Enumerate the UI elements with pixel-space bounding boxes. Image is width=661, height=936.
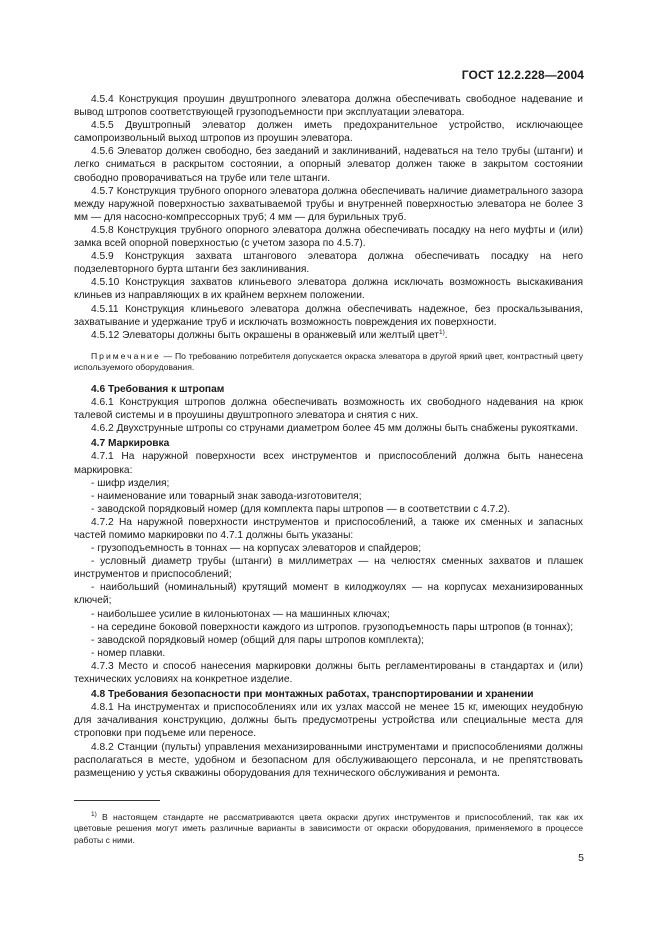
paragraph-4-8-1: 4.8.1 На инструментах и приспособлениях или их узлах массой не менее 15 кг, имеющих неудобную для зачаливания конструкцию, должны быть предусмотрены устройства или специальные места для строповки при подъеме или переносе. (74, 702, 583, 740)
paragraph-4-7-1: 4.7.1 На наружной поверхности всех инструментов и приспособлений должна быть нанесена маркировка: (74, 451, 583, 476)
note-label: Примечание (91, 350, 161, 361)
paragraph-4-5-4: 4.5.4 Конструкция проушин двуштропного элеватора должна обеспечивать свободное надевание и вывод штропов соответствующей грузоподъемности при эксплуатации элеватора. (74, 94, 583, 119)
note (74, 351, 583, 374)
note-text: — По требованию потребителя допускается окраска элеватора в другой яркий цвет, контрастный цвету используемого оборудования. (74, 350, 583, 373)
list-item: - условный диаметр трубы (штанги) в миллиметрах — на челюстях сменных захватов и плашек инструментов и приспособлений; (74, 556, 583, 581)
list-item: - на середине боковой поверхности каждого из штропов. грузоподъемность пары штропов (в тоннах); (91, 621, 574, 633)
page-number: 5 (578, 852, 584, 864)
footnote (74, 812, 583, 847)
paragraph-4-7-2: 4.7.2 На наружной поверхности инструментов и приспособлений, а также их сменных и запасных частей помимо маркировки по 4.7.1 должны быть указаны: (74, 516, 583, 541)
footnote-ref: 1) (438, 328, 445, 336)
list-item: - заводской порядковый номер (для комплекта пары штропов — в соответствии с 4.7.2). (91, 503, 511, 515)
list-item: - грузоподъемность в тоннах — на корпусах элеваторов и спайдеров; (91, 543, 422, 555)
paragraph-4-5-8: 4.5.8 Конструкция трубного опорного элеватора должна обеспечивать посадку на него муфты и (или) замка всей опорной поверхностью (с учетом зазора по 4.5.7). (74, 224, 583, 250)
paragraph-4-6-2: 4.6.2 Двухструнные штропы со струнами диаметром более 45 мм должны быть снабжены рукоятками. (91, 423, 578, 435)
heading-4-7: 4.7 Маркировка (91, 438, 170, 450)
document-header: ГОСТ 12.2.228—2004 (461, 68, 584, 82)
paragraph-4-7-3: 4.7.3 Место и способ нанесения маркировки должны быть регламентированы в стандартах и (или) технических условиях на конкретное изделие. (74, 660, 583, 686)
list-item: - шифр изделия; (91, 477, 170, 489)
footnote-divider (74, 800, 160, 801)
list-item: - наибольшее усилие в килоньютонах — на машинных ключах; (91, 608, 390, 620)
paragraph-4-5-5: 4.5.5 Двуштропный элеватор должен иметь предохранительное устройство, исключающее самопроизвольный выход штропов из проушин элеватора. (74, 120, 583, 145)
paragraph-4-5-11: 4.5.11 Конструкция клиньевого элеватора должна обеспечивать надежное, без проскальзывания, захватывание и удержание труб и исключать возможность повреждения их поверхности. (74, 303, 583, 328)
list-item: - наименование или товарный знак завода-изготовителя; (91, 490, 362, 502)
list-item: - заводской порядковый номер (общий для пары штропов комплекта); (91, 634, 424, 646)
paragraph-4-5-12-end: . (444, 329, 448, 341)
list-item: - номер плавки. (91, 647, 166, 659)
paragraph-4-5-7: 4.5.7 Конструкция трубного опорного элеватора должна обеспечивать наличие диаметрального зазора между наружной поверхностью захватываемой трубы и внутренней поверхностью элеватора не более 3 мм — для насосно-компрессорных труб; 4 мм — для бурильных труб. (74, 185, 583, 223)
list-item: - наибольший (номинальный) крутящий момент в килоджоулях — на корпусах механизированных ключей; (74, 582, 583, 607)
heading-4-6: 4.6 Требования к штропам (91, 383, 225, 395)
paragraph-4-5-10: 4.5.10 Конструкция захватов клиньевого элеватора должна исключать возможность выскакивания клиньев из направляющих в их крайнем верхнем положении. (74, 277, 583, 302)
paragraph-4-5-9: 4.5.9 Конструкция захвата штангового элеватора должна обеспечивать посадку на него подзелевторного бурта штанги без заклинивания. (74, 251, 583, 276)
footnote-text: В настоящем стандарте не рассматриваются цвета окраски других инструментов и приспособлений, так как их цветовые решения могут иметь различные варианты в зависимости от окраски оборудования, применяемого в процессе работы с ними. (74, 811, 583, 846)
document-body (74, 93, 583, 780)
footnote-mark: 1) (91, 810, 97, 818)
paragraph-4-5-12 (74, 329, 583, 342)
heading-4-8: 4.8 Требования безопасности при монтажных работах, транспортировании и хранении (91, 689, 534, 701)
paragraph-4-6-1: 4.6.1 Конструкция штропов должна обеспечивать возможность их свободного надевания на крюк талевой системы и в проушины двуштропного элеватора и снятия с них. (74, 397, 583, 422)
paragraph-4-8-2: 4.8.2 Станции (пульты) управления механизированными инструментами и приспособлениями должны располагаться в месте, удобном и безопасном для обслуживающего персонала, и не препятствовать размещению у устья скважины оборудования для технического обслуживания и ремонта. (74, 741, 583, 779)
paragraph-4-5-12-text: 4.5.12 Элеваторы должны быть окрашены в оранжевый или желтый цвет (91, 329, 439, 341)
paragraph-4-5-6: 4.5.6 Элеватор должен свободно, без заеданий и заклиниваний, надеваться на тело трубы (штанги) и легко сниматься в раскрытом состоянии, а опорный элеватор должен также в закрытом состоянии свободно проворачиваться на трубе или теле штанги. (74, 146, 583, 184)
